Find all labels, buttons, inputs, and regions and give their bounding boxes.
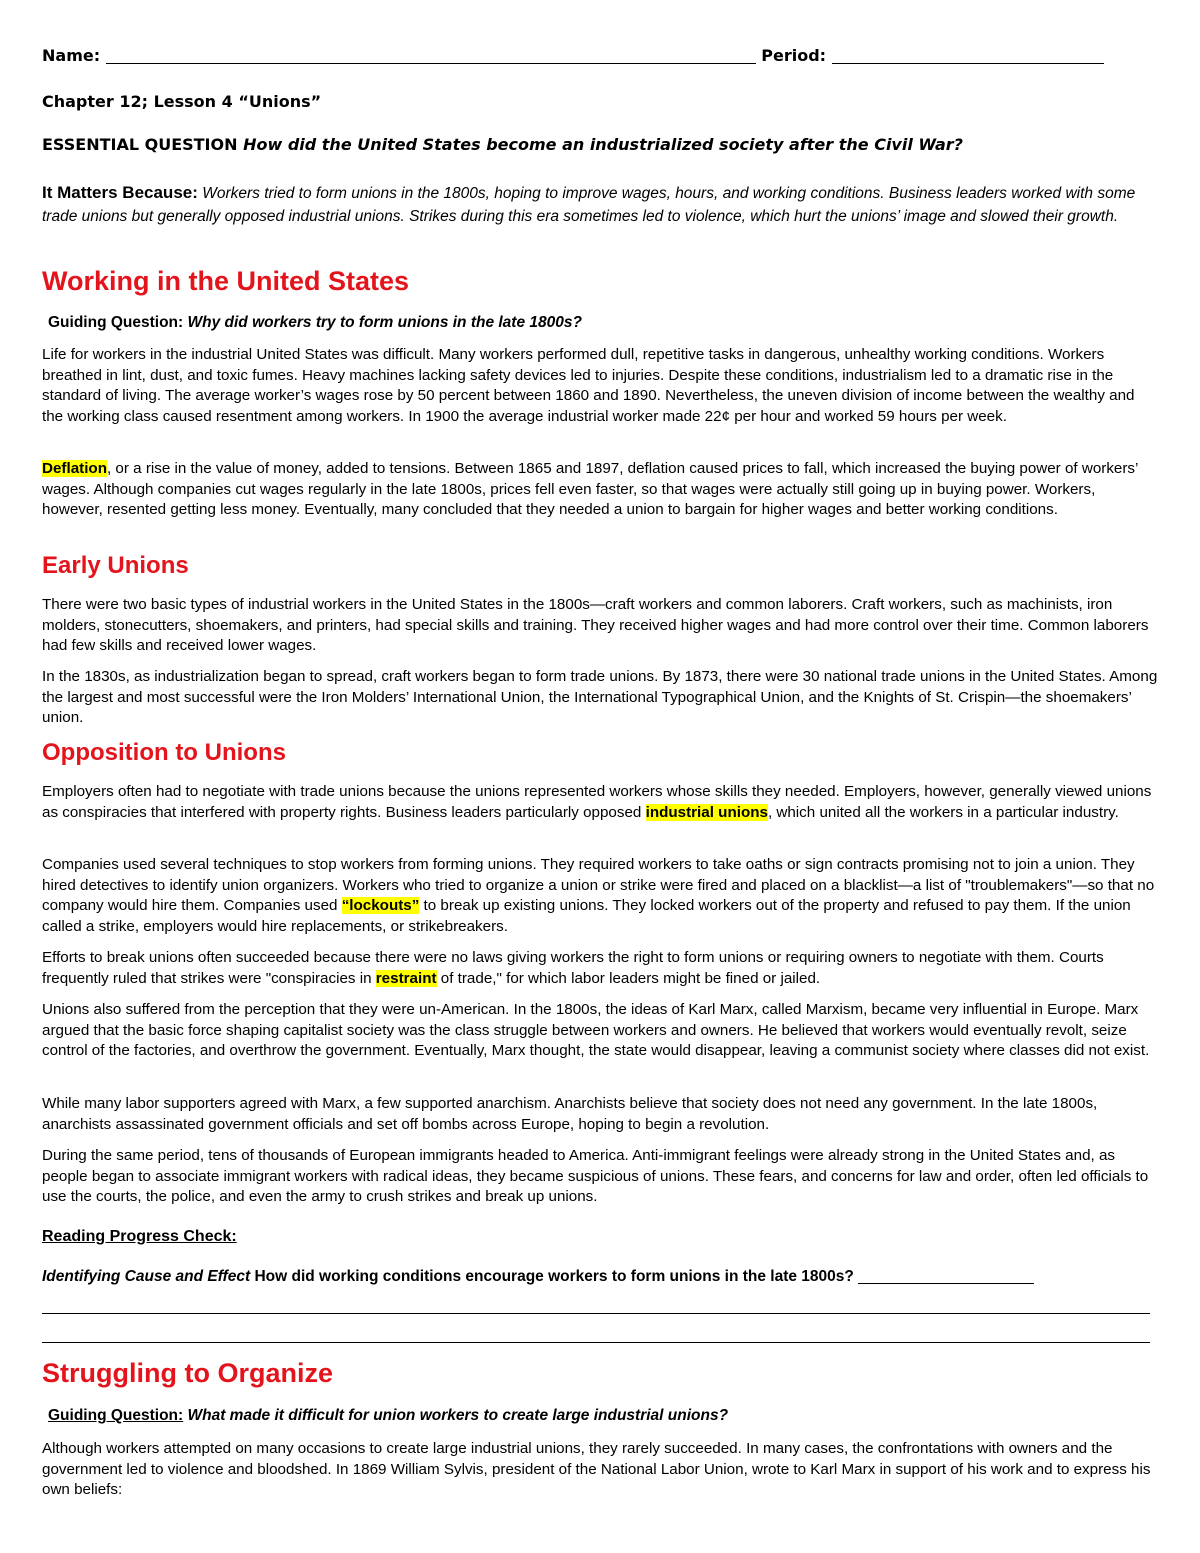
guiding-question-text: Why did workers try to form unions in the late 1800s? [187,314,582,331]
answer-blank[interactable] [858,1268,1034,1284]
paragraph-text: of trade," for which labor leaders might be fined or jailed. [436,969,821,987]
progress-check-question [42,1268,1034,1286]
answer-line[interactable] [42,1313,1150,1314]
guiding-question-text: What made it difficult for union workers to create large industrial unions? [187,1407,729,1424]
paragraph-text: Efforts to break unions often succeeded because there were no laws giving workers the right to form unions or requiring owners to negotiate with them. Courts frequently ruled that strikes were "conspiracies in [42,949,1104,987]
question-text: How did working conditions encourage workers to form unions in the late 1800s? [254,1268,854,1285]
paragraph [42,948,1158,989]
essential-question-text: How did the United States become an industrialized society after the Civil War? [243,135,963,154]
paragraph-text: Companies used several techniques to stop workers from forming unions. They required workers to take oaths or sign contracts promising not to join a union. They hired detectives to identify union organizers. Workers who tried to organize a union or strike were fired and placed on a blacklist—a list of "troublemakers"—so that no company would hire them. Companies used [42,856,1155,914]
essential-question-label: ESSENTIAL QUESTION [42,135,238,154]
paragraph: There were two basic types of industrial workers in the United States in the 1800s—craft workers and common laborers. Craft workers, such as machinists, iron molders, stonecutters, shoemakers, and printers, had special skills and training. They received higher wages and had more control over their time. Common laborers had few skills and received lower wages. [42,596,1149,654]
name-blank[interactable] [106,47,756,64]
header-line [42,46,1104,65]
key-term-deflation: Deflation [42,460,107,477]
section-heading-struggling: Struggling to Organize [42,1358,333,1388]
name-label: Name: [42,46,101,65]
period-blank[interactable] [832,47,1104,64]
paragraph [42,782,1158,823]
paragraph: During the same period, tens of thousands of European immigrants headed to America. Anti-immigrant feelings were already strong in the United States and, as people began to associate immigrant workers with radical ideas, they became suspicious of unions. These fears, and concerns for law and order, often led officials to use the courts, the police, and even the army to crush strikes and break up unions. [42,1147,1149,1205]
paragraph [42,855,1158,937]
guiding-question-label: Guiding Question: [48,314,184,331]
it-matters-because [42,181,1158,228]
question-label: Identifying Cause and Effect [42,1268,251,1285]
answer-line[interactable] [42,1342,1150,1343]
key-term-lockouts: “lockouts” [341,897,420,914]
paragraph: While many labor supporters agreed with Marx, a few supported anarchism. Anarchists believe that society does not need any government. In the late 1800s, anarchists assassinated government officials and set off bombs across Europe, hoping to begin a revolution. [42,1095,1098,1133]
paragraph [42,459,1158,521]
key-term-restraint: restraint [375,969,437,987]
paragraph: Unions also suffered from the perception that they were un-American. In the 1800s, the ideas of Karl Marx, called Marxism, became very influential in Europe. Marx argued that the basic force shaping capitalist society was the class struggle between workers and owners. He believed that workers would eventually revolt, seize control of the factories, and overthrow the government. Eventually, Marx thought, the state would disappear, leaving a communist society where classes did not exist. [42,1001,1150,1059]
chapter-title: Chapter 12; Lesson 4 “Unions” [42,92,322,111]
section-heading-working: Working in the United States [42,266,410,296]
key-term-industrial-unions: industrial unions [645,803,768,821]
paragraph: In the 1830s, as industrialization began to spread, craft workers began to form trade unions. By 1873, there were 30 national trade unions in the United States. Among the largest and most successful were the Iron Molders’ International Union, the International Typographical Union, and the Knights of St. Crispin—the shoemakers’ union. [42,668,1158,726]
paragraph-text: Employers often had to negotiate with trade unions because the unions represented workers whose skills they needed. Employers, however, generally viewed unions as conspiracies that interfered with property rights. Business leaders particularly opposed [42,783,1152,821]
paragraph: Although workers attempted on many occasions to create large industrial unions, they rarely succeeded. In many cases, the confrontations with owners and the government led to violence and bloodshed. In 1869 William Sylvis, president of the National Labor Union, wrote to Karl Marx in support of his work and to express his own beliefs: [42,1440,1151,1498]
section-heading-opposition: Opposition to Unions [42,739,286,766]
guiding-question-label: Guiding Question: [48,1407,184,1424]
it-matters-label: It Matters Because: [42,183,198,202]
guiding-question-1 [48,314,582,332]
it-matters-text: Workers tried to form unions in the 1800s, hoping to improve wages, hours, and working conditions. Business leaders worked with some trade unions but generally opposed industrial unions. Strikes during this era sometimes led to violence, which hurt the unions’ image and slowed their growth. [42,185,1136,225]
paragraph-text: , or a rise in the value of money, added to tensions. Between 1865 and 1897, deflation caused prices to fall, which increased the buying power of workers’ wages. Although companies cut wages regularly in the late 1800s, prices fell even faster, so that wages were actually still going up in buying power. Workers, however, resented getting less money. Eventually, many concluded that they needed a union to bargain for higher wages and better working conditions. [42,460,1138,518]
reading-progress-check-label: Reading Progress Check: [42,1228,237,1245]
paragraph-text: to break up existing unions. They locked workers out of the property and refused to pay them. If the union called a strike, employers would hire replacements, or strikebreakers. [42,897,1131,935]
essential-question [42,135,963,154]
period-label: Period: [761,46,827,65]
section-heading-early-unions: Early Unions [42,552,189,579]
paragraph-text: , which united all the workers in a particular industry. [767,803,1119,821]
guiding-question-2 [48,1407,728,1425]
paragraph: Life for workers in the industrial United States was difficult. Many workers performed dull, repetitive tasks in dangerous, unhealthy working conditions. Workers breathed in lint, dust, and toxic fumes. Heavy machines lacking safety devices led to injuries. Despite these conditions, industrialism led to a dramatic rise in the standard of living. The average worker’s wages rose by 50 percent between 1860 and 1890. Nevertheless, the uneven division of income between the wealthy and the working class caused resentment among workers. In 1900 the average industrial worker made 22¢ per hour and worked 59 hours per week. [42,346,1135,425]
